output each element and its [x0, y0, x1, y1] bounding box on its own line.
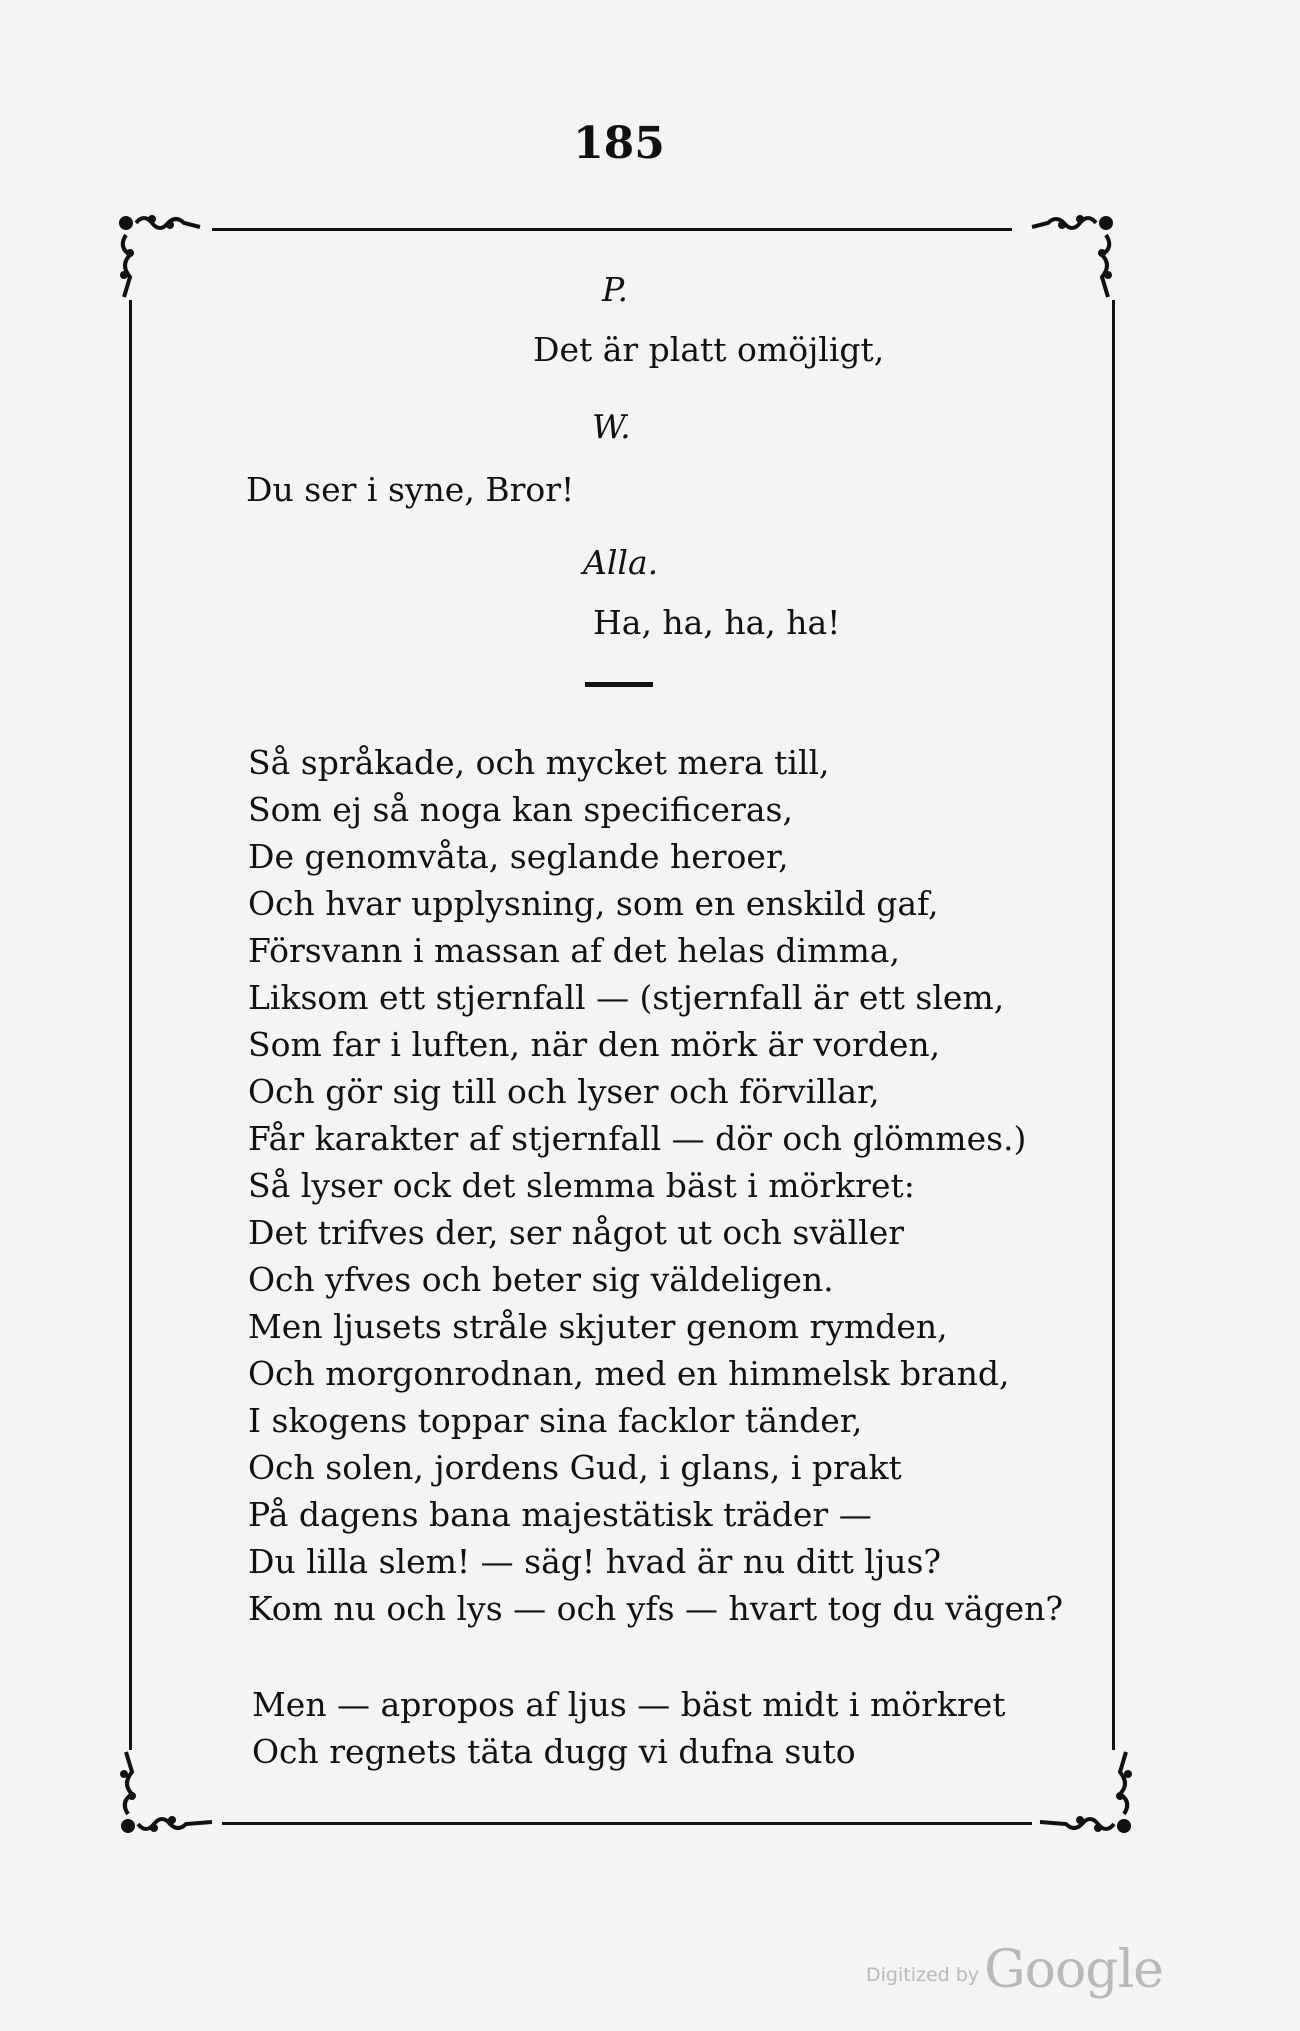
frame-top-rule — [212, 228, 1012, 231]
verse-line: Så lyser ock det slemma bäst i mörkret: — [248, 1166, 915, 1205]
verse-block — [248, 739, 1063, 1632]
verse-line: Och gör sig till och lyser och förvillar, — [248, 1072, 880, 1111]
verse-line: Och regnets täta dugg vi dufna suto — [252, 1732, 856, 1771]
verse-line: Och yfves och beter sig väldeligen. — [248, 1260, 834, 1299]
speaker-name: P. — [602, 270, 629, 309]
section-divider — [585, 682, 653, 687]
ornament-top-right-icon — [1020, 205, 1120, 310]
speech-line: Det är platt omöjligt, — [533, 330, 885, 369]
frame-left-rule — [129, 300, 132, 1750]
verse-line: I skogens toppar sina facklor tänder, — [248, 1401, 863, 1440]
verse-line: De genomvåta, seglande heroer, — [248, 837, 789, 876]
verse-line: Får karakter af stjernfall — dör och glömmes.) — [248, 1119, 1027, 1158]
frame-right-rule — [1112, 300, 1115, 1750]
verse-line: Liksom ett stjernfall — (stjernfall är ett slem, — [248, 978, 1005, 1017]
ornament-bottom-left-icon — [112, 1740, 222, 1845]
speaker-name: W. — [592, 407, 631, 446]
ornament-bottom-right-icon — [1030, 1740, 1140, 1845]
verse-line: Som ej så noga kan specificeras, — [248, 790, 793, 829]
watermark-brand: Google — [984, 1940, 1163, 2000]
page-number: 185 — [573, 118, 665, 169]
digitized-watermark — [866, 1940, 1163, 2000]
verse-line: Och solen, jordens Gud, i glans, i prakt — [248, 1448, 902, 1487]
verse-line: Och morgonrodnan, med en himmelsk brand, — [248, 1354, 1010, 1393]
verse-line: Så språkade, och mycket mera till, — [248, 743, 830, 782]
verse-line: Det trifves der, ser något ut och sväller — [248, 1213, 905, 1252]
verse-line: På dagens bana majestätisk träder — — [248, 1495, 872, 1534]
speech-line: Du ser i syne, Bror! — [246, 470, 575, 509]
verse-line: Men ljusets stråle skjuter genom rymden, — [248, 1307, 948, 1346]
verse-line: Kom nu och lys — och yfs — hvart tog du vägen? — [248, 1589, 1064, 1628]
verse-line: Och hvar upplysning, som en enskild gaf, — [248, 884, 939, 923]
verse-line: Du lilla slem! — säg! hvad är nu ditt ljus? — [248, 1542, 942, 1581]
ornament-top-left-icon — [112, 205, 212, 310]
verse-line: Men — apropos af ljus — bäst midt i mörkret — [252, 1685, 1006, 1724]
verse-block-continued — [252, 1681, 1006, 1775]
verse-line: Försvann i massan af det helas dimma, — [248, 931, 900, 970]
speech-line: Ha, ha, ha, ha! — [593, 603, 841, 642]
frame-bottom-rule — [222, 1822, 1032, 1825]
speaker-name: Alla. — [583, 543, 659, 582]
watermark-prefix: Digitized by — [866, 1964, 980, 1986]
verse-line: Som far i luften, när den mörk är vorden, — [248, 1025, 941, 1064]
